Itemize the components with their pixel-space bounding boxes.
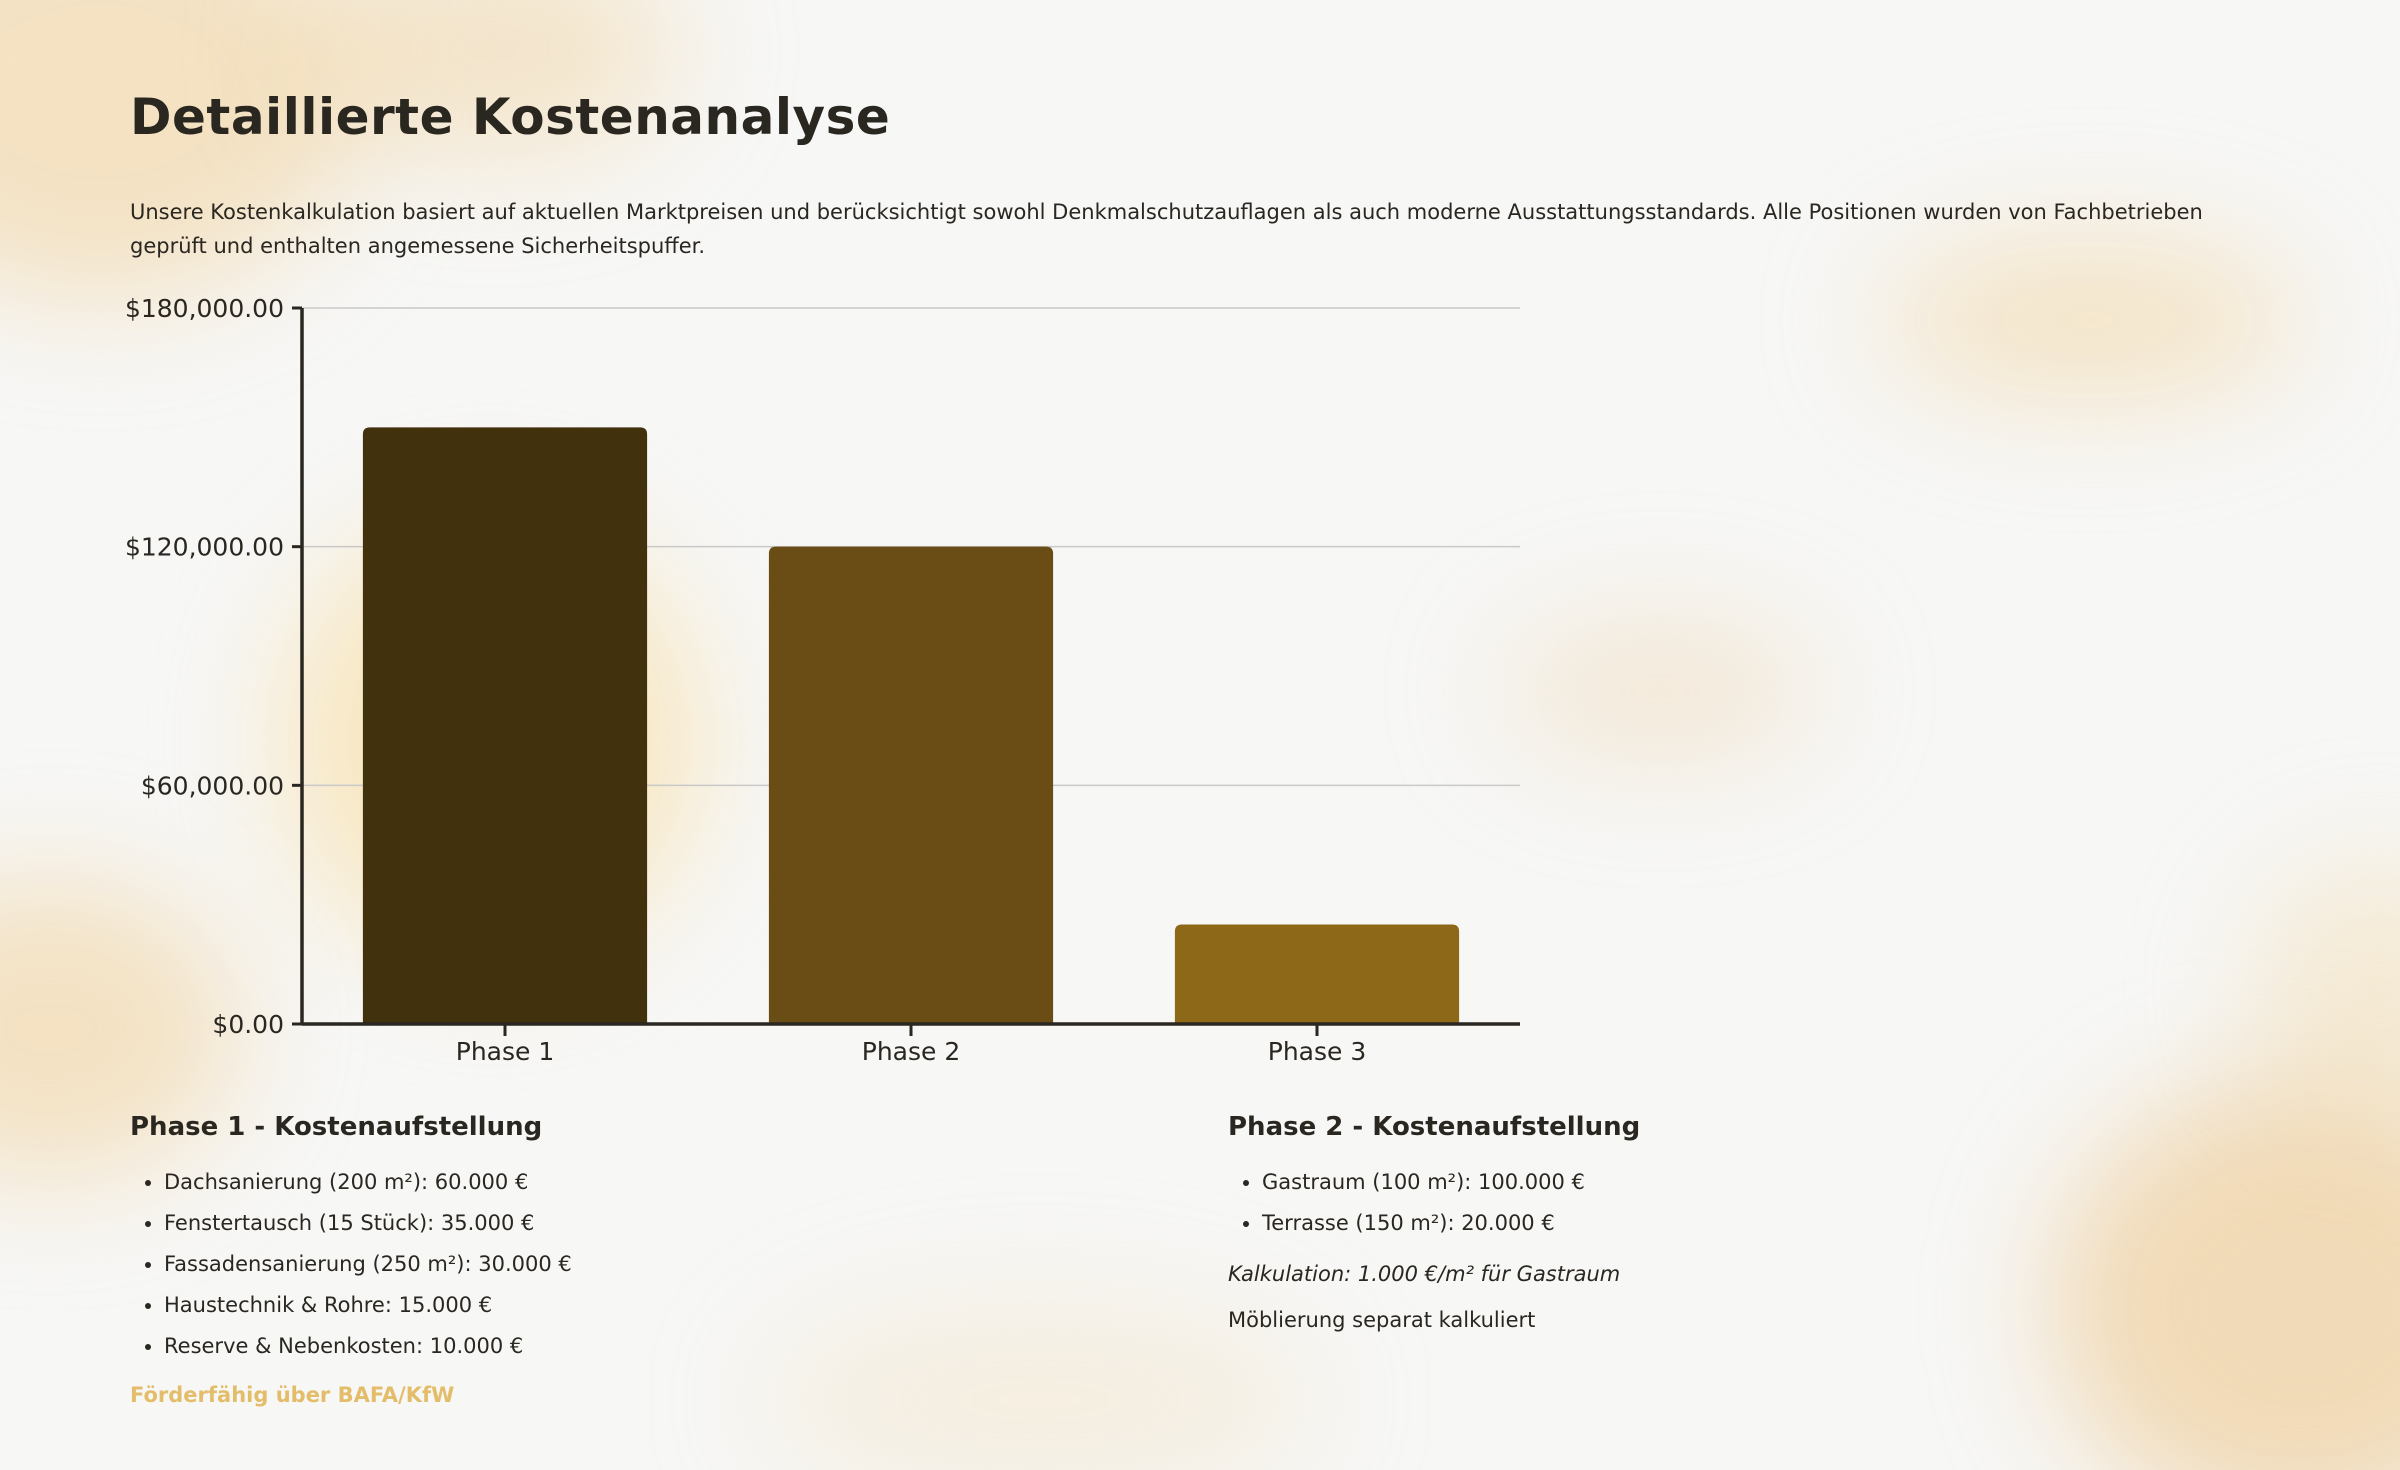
bar-phase-2 [769, 547, 1053, 1024]
list-item: • Fassadensanierung (250 m²): 30.000 € [164, 1244, 1030, 1285]
phase2-cost-list [1228, 1162, 2128, 1244]
x-tick-label: Phase 1 [455, 1037, 555, 1066]
intro-text: Unsere Kostenkalkulation basiert auf aktuellen Marktpreisen und berücksichtigt sowohl Denkmalschutzauflagen als auch moderne Ausstattungsstandards. Alle Positionen wurden von Fachbetrieben geprüft und enthalten angemessene Sicherheitspuffer. [130, 200, 2203, 258]
page-title: Detaillierte Kostenanalyse [130, 88, 891, 146]
list-item: • Fenstertausch (15 Stück): 35.000 € [164, 1203, 1030, 1244]
funding-note: Förderfähig über BAFA/KfW [130, 1383, 455, 1407]
y-tick-label: $180,000.00 [124, 294, 284, 323]
x-tick-label: Phase 2 [861, 1037, 961, 1066]
furniture-note: Möblierung separat kalkuliert [1228, 1308, 1536, 1332]
y-tick-label: $0.00 [212, 1010, 284, 1039]
phase2-section [1228, 1112, 2128, 1332]
phase2-heading: Phase 2 - Kostenaufstellung [1228, 1112, 1641, 1142]
list-item: • Terrasse (150 m²): 20.000 € [1262, 1203, 2128, 1244]
list-item: • Dachsanierung (200 m²): 60.000 € [164, 1162, 1030, 1203]
cost-bar-chart [100, 280, 1540, 1080]
x-tick-label: Phase 3 [1267, 1037, 1367, 1066]
list-item: • Haustechnik & Rohre: 15.000 € [164, 1285, 1030, 1326]
list-item: • Reserve & Nebenkosten: 10.000 € [164, 1326, 1030, 1367]
y-tick-label: $120,000.00 [124, 532, 284, 562]
bar-phase-3 [1175, 925, 1459, 1024]
y-tick-label: $60,000.00 [140, 771, 284, 801]
phase1-section [130, 1112, 1030, 1407]
list-item: • Gastraum (100 m²): 100.000 € [1262, 1162, 2128, 1203]
phase1-heading: Phase 1 - Kostenaufstellung [130, 1112, 543, 1142]
phase1-cost-list [130, 1162, 1030, 1367]
bar-phase-1 [363, 427, 647, 1024]
calculation-note: Kalkulation: 1.000 €/m² für Gastraum [1228, 1262, 1621, 1286]
